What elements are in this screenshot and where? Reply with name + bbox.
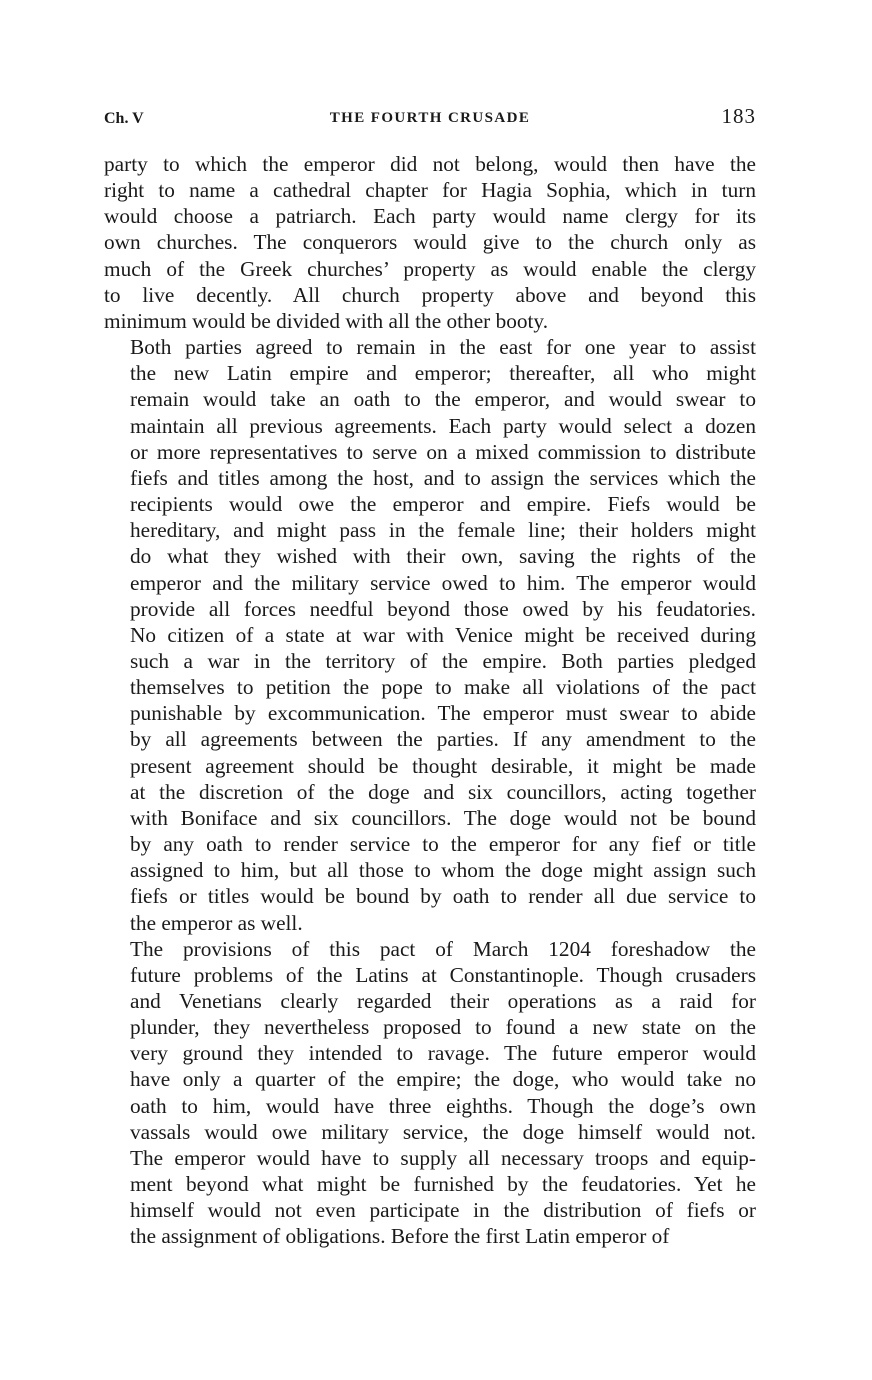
text-line: provide all forces needful beyond those owed by his feudatories. [130, 596, 756, 621]
text-line: to live decently. All church property above and beyond this [104, 282, 756, 307]
body-text [104, 151, 756, 1250]
page-number: 183 [721, 104, 756, 128]
text-line: No citizen of a state at war with Venice might be received during [130, 622, 756, 647]
text-line: hereditary, and might pass in the female line; their holders might [130, 518, 756, 543]
text-line: and Venetians clearly regarded their operations as a raid for [130, 989, 756, 1013]
text-line: The emperor would have to supply all necessary troops and equip- [130, 1145, 756, 1170]
text-line: present agreement should be thought desirable, it might be made [130, 753, 756, 778]
text-line: have only a quarter of the empire; the doge, who would take no [130, 1067, 756, 1092]
text-line: oath to him, would have three eighths. Though the doge’s own [130, 1093, 756, 1118]
text-line: fiefs and titles among the host, and to assign the services which the [130, 465, 756, 490]
text-line: fiefs or titles would be bound by oath to render all due service to [130, 884, 756, 909]
text-line: recipients would owe the emperor and empire. Fiefs would be [130, 492, 756, 517]
text-line: such a war in the territory of the empire. Both parties pledged [130, 648, 756, 673]
text-line: assigned to him, but all those to whom the doge might assign such [130, 858, 756, 883]
text-line: maintain all previous agreements. Each party would select a dozen [130, 413, 756, 438]
paragraph [104, 151, 756, 334]
text-line: right to name a cathedral chapter for Hagia Sophia, which in turn [104, 178, 756, 203]
text-line: the emperor as well. [130, 910, 303, 935]
text-line: emperor and the military service owed to him. The emperor would [130, 570, 756, 595]
text-line: Both parties agreed to remain in the east for one year to assist [130, 335, 756, 360]
chapter-label: Ch. V [104, 110, 144, 127]
text-line: the new Latin empire and emperor; thereafter, all who might [130, 361, 756, 386]
text-line: own churches. The conquerors would give to the church only as [104, 230, 756, 255]
text-line: would choose a patriarch. Each party would name clergy for its [104, 204, 756, 229]
book-page [104, 100, 756, 1250]
paragraph [104, 936, 756, 1250]
text-line: remain would take an oath to the emperor, and would swear to [130, 387, 756, 412]
text-line: much of the Greek churches’ property as would enable the clergy [104, 256, 756, 281]
text-line: plunder, they nevertheless proposed to found a new state on the [130, 1015, 756, 1040]
text-line: or more representatives to serve on a mixed commission to distribute [130, 439, 756, 464]
text-line: by any oath to render service to the emperor for any fief or title [130, 832, 756, 857]
text-line: at the discretion of the doge and six councillors, acting together [130, 779, 756, 804]
text-line: very ground they intended to ravage. The future emperor would [130, 1041, 756, 1066]
text-line: ment beyond what might be furnished by the feudatories. Yet he [130, 1172, 756, 1197]
text-line: future problems of the Latins at Constantinople. Though crusaders [130, 962, 756, 987]
text-line: the assignment of obligations. Before the first Latin emperor of [130, 1224, 670, 1249]
text-line: do what they wished with their own, saving the rights of the [130, 544, 756, 569]
running-title: THE FOURTH CRUSADE [329, 110, 531, 126]
text-line: minimum would be divided with all the other booty. [104, 308, 549, 333]
paragraph [104, 334, 756, 936]
text-line: The provisions of this pact of March 1204 foreshadow the [130, 936, 756, 961]
text-line: vassals would owe military service, the doge himself would not. [130, 1119, 756, 1144]
text-line: party to which the emperor did not belong, would then have the [104, 152, 756, 176]
text-line: himself would not even participate in the distribution of fiefs or [130, 1198, 756, 1223]
text-line: punishable by excommunication. The emperor must swear to abide [130, 701, 756, 726]
text-line: by all agreements between the parties. If any amendment to the [130, 727, 756, 752]
text-line: with Boniface and six councillors. The doge would not be bound [130, 805, 756, 830]
text-line: themselves to petition the pope to make all violations of the pact [130, 675, 756, 700]
running-head [104, 100, 756, 136]
